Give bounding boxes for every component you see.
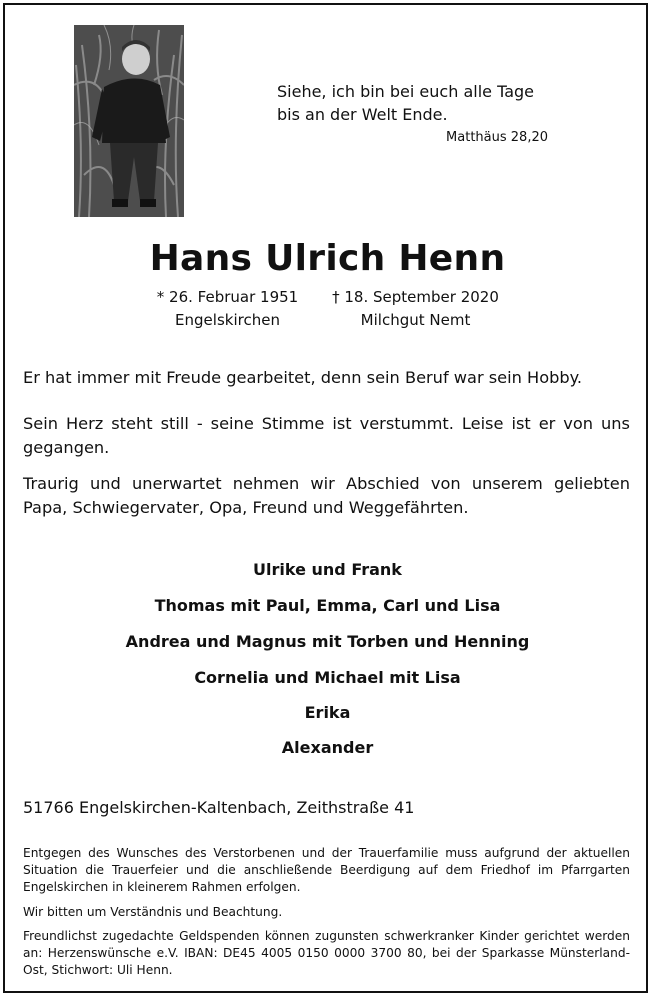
tribute-paragraph-3: Traurig und unerwartet nehmen wir Abschied von unserem geliebten Papa, Schwiegervater, Opa, Freund und Weggefährten. <box>23 474 630 517</box>
tribute-paragraph-2: Sein Herz steht still - seine Stimme ist verstummt. Leise ist er von uns gegangen. <box>23 414 630 457</box>
birth-place: Engelskirchen <box>175 311 280 329</box>
birth-date: * 26. Februar 1951 <box>156 288 299 306</box>
family-address: 51766 Engelskirchen-Kaltenbach, Zeithstraße 41 <box>23 798 415 817</box>
mourner-line: Thomas mit Paul, Emma, Carl und Lisa <box>154 596 501 615</box>
verse-reference: Matthäus 28,20 <box>446 130 548 145</box>
mourner-line: Andrea und Magnus mit Torben und Henning <box>125 632 530 651</box>
portrait-photo <box>74 25 184 217</box>
mourner-line: Alexander <box>281 738 374 757</box>
tribute-paragraph-1: Er hat immer mit Freude gearbeitet, denn sein Beruf war sein Hobby. <box>23 368 583 387</box>
verse-line-1: Siehe, ich bin bei euch alle Tage <box>277 82 534 101</box>
verse-line-2: bis an der Welt Ende. <box>277 105 448 124</box>
mourner-line: Erika <box>304 703 351 722</box>
death-place: Milchgut Nemt <box>360 311 471 329</box>
request-note: Wir bitten um Verständnis und Beachtung. <box>23 905 283 919</box>
funeral-note: Entgegen des Wunsches des Verstorbenen und der Trauerfamilie muss aufgrund der aktuellen Situation die Trauerfeier und die anschließende Beerdigung auf dem Friedhof im Pfarrgarten Engelskirchen in kleinerem Rahmen erfolgen. <box>23 846 630 894</box>
mourner-line: Ulrike und Frank <box>253 560 402 579</box>
death-date: † 18. September 2020 <box>332 288 499 306</box>
deceased-name: Hans Ulrich Henn <box>149 238 506 279</box>
donation-note: Freundlichst zugedachte Geldspenden können zugunsten schwerkranker Kinder gerichtet werden an: Herzenswünsche e.V. IBAN: DE45 4005 0150 0000 3700 80, bei der Sparkasse Münsterland-Ost, Stichwort: Uli Henn. <box>23 929 630 977</box>
bible-verse <box>277 80 534 126</box>
mourner-line: Cornelia und Michael mit Lisa <box>194 668 461 687</box>
